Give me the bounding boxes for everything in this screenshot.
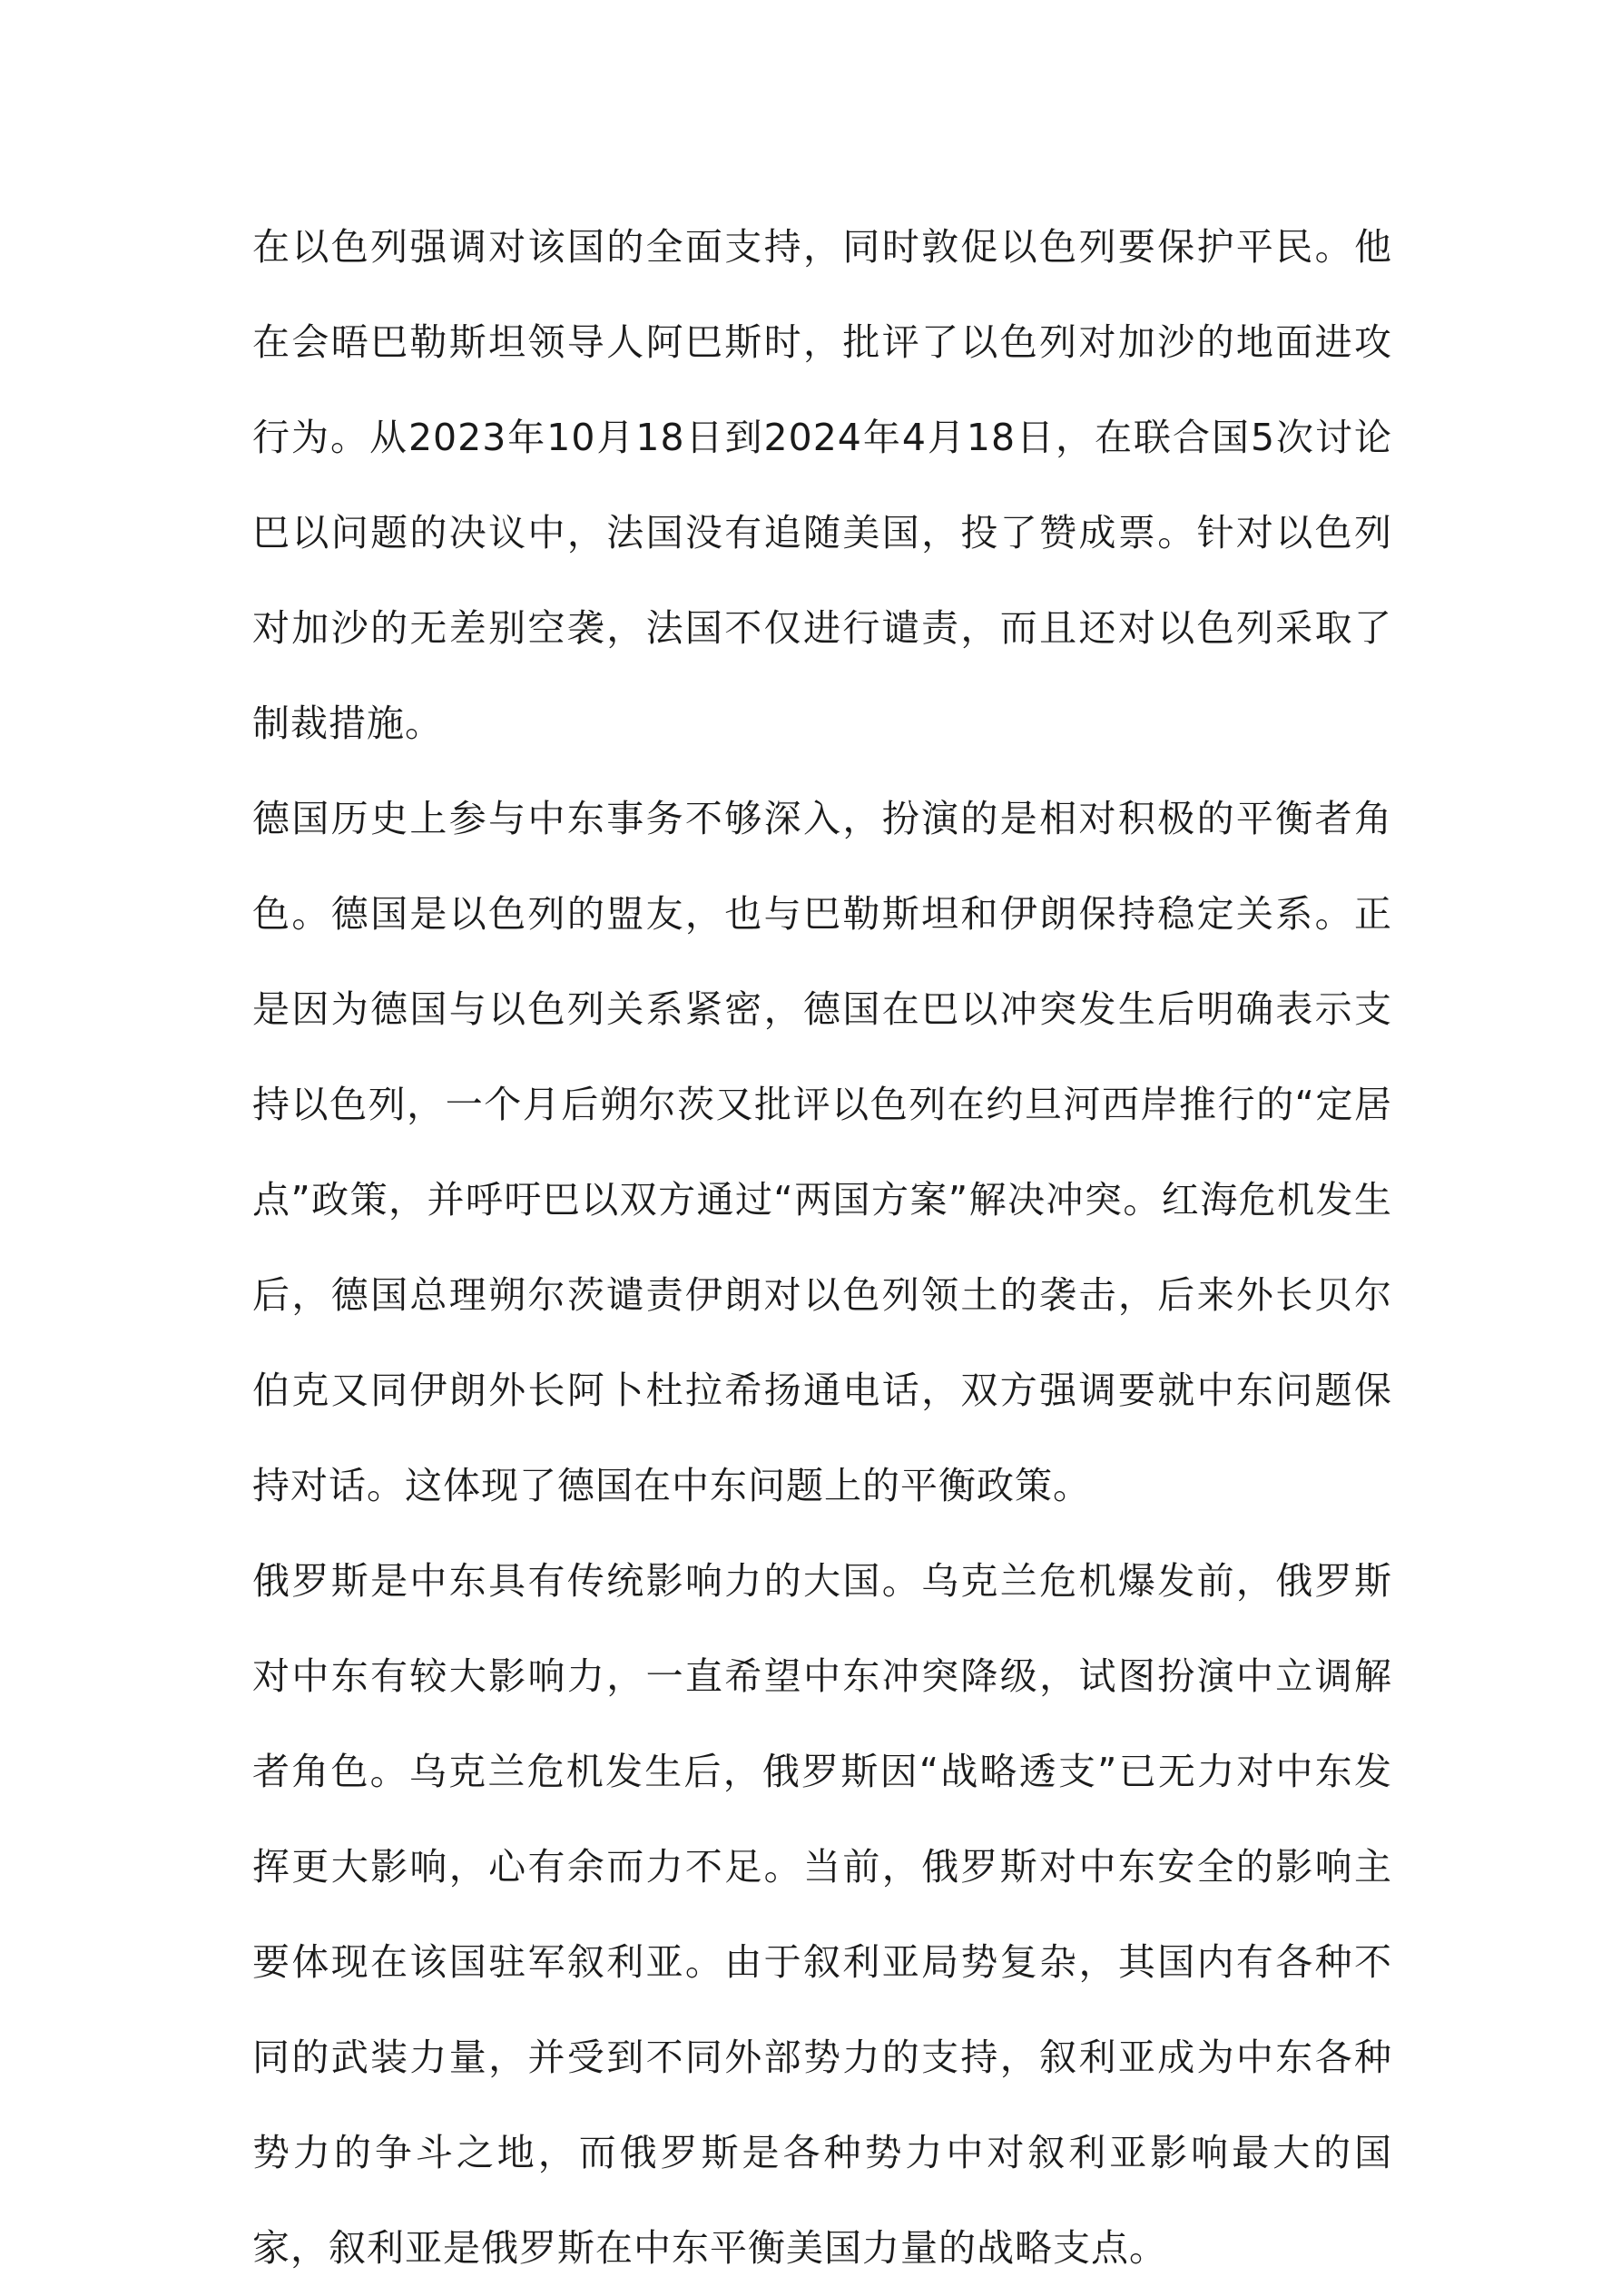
- document-body: [252, 200, 1392, 2296]
- paragraph-russia: 俄罗斯是中东具有传统影响力的大国。乌克兰危机爆发前，俄罗斯对中东有较大影响力，一直希望中东冲突降级，试图扮演中立调解者角色。乌克兰危机发生后，俄罗斯因“战略透支”已无力对中东发挥更大影响，心有余而力不足。当前，俄罗斯对中东安全的影响主要体现在该国驻军叙利亚。由于叙利亚局势复杂，其国内有各种不同的武装力量，并受到不同外部势力的支持，叙利亚成为中东各种势力的争斗之地，而俄罗斯是各种势力中对叙利亚影响最大的国家，叙利亚是俄罗斯在中东平衡美国力量的战略支点。: [252, 1559, 1392, 2270]
- paragraph-germany: 德国历史上参与中东事务不够深入，扮演的是相对积极的平衡者角色。德国是以色列的盟友，也与巴勒斯坦和伊朗保持稳定关系。正是因为德国与以色列关系紧密，德国在巴以冲突发生后明确表示支持以色列，一个月后朔尔茨又批评以色列在约旦河西岸推行的“定居点”政策，并呼吁巴以双方通过“两国方案”解决冲突。红海危机发生后，德国总理朔尔茨谴责伊朗对以色列领土的袭击，后来外长贝尔伯克又同伊朗外长阿卜杜拉希扬通电话，双方强调要就中东问题保持对话。这体现了德国在中东问题上的平衡政策。: [252, 797, 1392, 1507]
- paragraph-france: 在以色列强调对该国的全面支持，同时敦促以色列要保护平民。他在会晤巴勒斯坦领导人阿巴斯时，批评了以色列对加沙的地面进攻行为。从2023年10月18日到2024年4月18日，在联合国5次讨论巴以问题的决议中，法国没有追随美国，投了赞成票。针对以色列对加沙的无差别空袭，法国不仅进行谴责，而且还对以色列采取了制裁措施。: [252, 225, 1392, 745]
